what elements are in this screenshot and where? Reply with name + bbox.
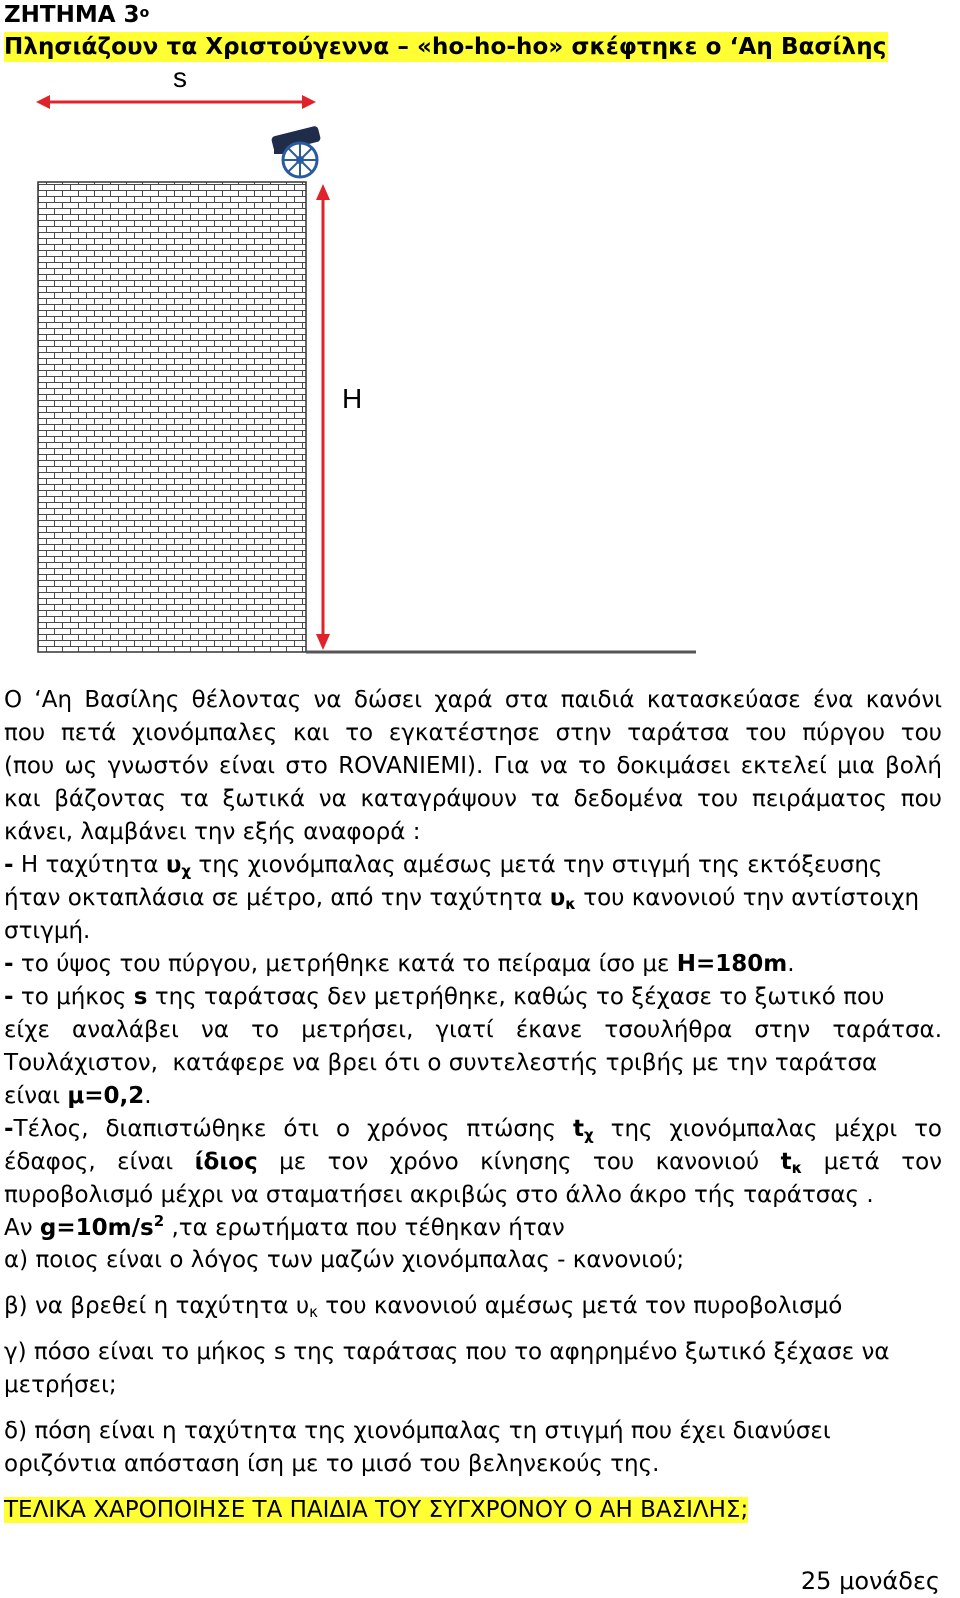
gravity-line: Αν $g=10m/s^2$ ,τα ερωτήματα που τέθηκαν ήταν xyxy=(4,1212,565,1241)
s-arrow-head-left xyxy=(36,95,50,109)
bullet-length-line-4: είναι μ=0,2. xyxy=(4,1083,152,1109)
para-line-1: Ο ‘Αη Βασίλης θέλοντας να δώσει χαρά στα παιδιά κατασκεύασε ένα κανόνι xyxy=(4,687,942,713)
points-label: 25 μονάδες xyxy=(800,1567,940,1595)
question-d-line-1: δ) πόση είναι η ταχύτητα της χιονόμπαλας τη στιγμή που έχει διανύσει xyxy=(4,1418,831,1444)
problem-title: ΖΗΤΗΜΑ $3^o$ xyxy=(4,2,150,28)
bullet-length-line-3: Τουλάχιστον, κατάφερε να βρει ότι ο συντελεστής τριβής με την ταράτσα xyxy=(4,1050,878,1076)
title-superscript: ο xyxy=(139,5,150,21)
para-line-5: κάνει, λαμβάνει την εξής αναφορά : xyxy=(4,819,421,845)
para-line-4: και βάζοντας τα ξωτικά να καταγράψουν τα δεδομένα του πειράματος που xyxy=(4,786,942,812)
problem-subtitle: Πλησιάζουν τα Χριστούγεννα – «ho-ho-ho» σκέφτηκε ο ‘Αη Βασίλης xyxy=(4,34,887,60)
question-a: α) ποιος είναι ο λόγος των μαζών χιονόμπαλας - κανονιού; xyxy=(4,1247,685,1273)
s-arrow-head-right xyxy=(302,95,316,109)
h-arrow-head-top xyxy=(316,184,330,200)
h-arrow-head-bottom xyxy=(316,634,330,650)
question-c-line-1: γ) πόσο είναι το μήκος s της ταράτσας που το αφηρημένο ξωτικό ξέχασε να xyxy=(4,1339,890,1365)
question-d-line-2: οριζόντια απόσταση ίση με το μισό του βεληνεκούς της. xyxy=(4,1451,660,1477)
bullet-speed-line-2: ήταν οκταπλάσια σε μέτρο, από την ταχύτητα υκ του κανονιού την αντίστοιχη xyxy=(4,885,920,913)
bullet-height: - το ύψος του πύργου, μετρήθηκε κατά το πείραμα ίσο με H=180m. xyxy=(4,951,795,977)
question-b: β) να βρεθεί η ταχύτητα υκ του κανονιού αμέσως μετά τον πυροβολισμό xyxy=(4,1293,843,1321)
bullet-speed-line-1: - Η ταχύτητα υχ της χιονόμπαλας αμέσως μετά την στιγμή της εκτόξευσης xyxy=(4,852,883,880)
bullet-time-line-2: έδαφος, είναι ίδιος με τον χρόνο κίνησης του κανονιού tκ μετά τον xyxy=(4,1149,942,1177)
bullet-time-line-1: -Τέλος, διαπιστώθηκε ότι ο χρόνος πτώσης tχ της χιονόμπαλας μέχρι το xyxy=(4,1116,942,1144)
cannon-icon xyxy=(271,125,321,177)
para-line-3: (που ως γνωστόν είναι στο ROVANIEMI). Για να το δοκιμάσει εκτελεί μια βολή xyxy=(4,753,942,779)
para-line-2: που πετά χιονόμπαλες και το εγκατέστησε στην ταράτσα του πύργου του xyxy=(4,720,942,746)
bullet-time-line-3: πυροβολισμό μέχρι να σταματήσει ακριβώς στο άλλο άκρο τής ταράτσας . xyxy=(4,1182,874,1208)
h-label: H xyxy=(342,383,363,414)
tower-figure xyxy=(0,60,720,670)
question-c-line-2: μετρήσει; xyxy=(4,1372,117,1398)
closing-line: ΤΕΛΙΚΑ ΧΑΡΟΠΟΙΗΣΕ ΤΑ ΠΑΙΔΙΑ ΤΟΥ ΣΥΓΧΡΟΝΟΥ Ο ΑΗ ΒΑΣΙΛΗΣ; xyxy=(4,1497,749,1523)
bullet-length-line-2: είχε αναλάβει να το μετρήσει, γιατί έκανε τσουλήθρα στην ταράτσα. xyxy=(4,1017,942,1043)
bullet-length-line-1: - το μήκος s της ταράτσας δεν μετρήθηκε, καθώς το ξέχασε το ξωτικό που xyxy=(4,984,885,1010)
bullet-speed-line-3: στιγμή. xyxy=(4,918,91,944)
tower xyxy=(38,182,306,652)
s-label: s xyxy=(173,62,187,93)
